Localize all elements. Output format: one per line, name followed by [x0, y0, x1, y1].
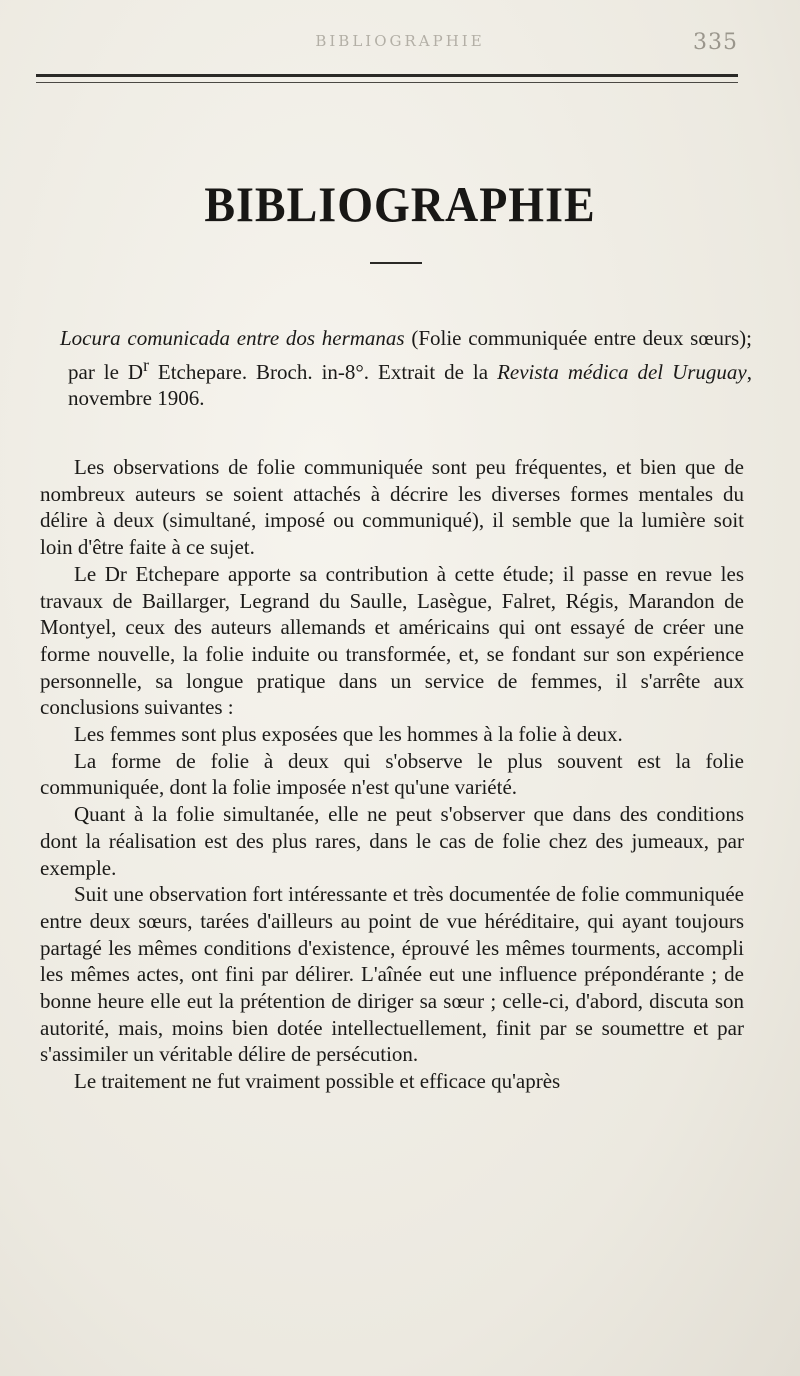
paragraph: Suit une observation fort intéressante et très documentée de folie communiquée entre deux sœurs, tarées d'ailleurs au point de vue héréditaire, qui ayant toujours partagé les mêmes conditions d'existence, éprouvé les mêmes tourments, accompli les mêmes actes, ont fini par délirer. L'aînée eut une influence prépondérante ; de bonne heure elle eut la prétention de diriger sa sœur ; celle-ci, d'abord, discuta son autorité, mais, moins bien dotée intellectuellement, finit par se soumettre et par s'assimiler un véritable délire de persécution. — [40, 882, 744, 1067]
review-body — [40, 454, 744, 1095]
reference-date: , novembre 1906. — [68, 359, 752, 411]
paragraph: Les femmes sont plus exposées que les hommes à la folie à deux. — [74, 722, 623, 747]
paragraph: Le Dr Etchepare apporte sa contribution à cette étude; il passe en revue les travaux de Baillarger, Legrand du Saulle, Lasègue, Falret, Régis, Marandon de Montyel, ceux des auteurs allemands et américains qui ont essayé de créer une forme nouvelle, la folie induite ou transformée, et, se fondant sur son expérience personnelle, sa longue pratique dans un service de femmes, il s'arrête aux conclusions suivantes : — [40, 561, 744, 720]
page-number: 335 — [693, 30, 738, 55]
title-rule — [370, 262, 422, 264]
reference-dr-superscript: r — [143, 354, 149, 375]
header-rule-thin — [36, 82, 738, 83]
bibliographic-reference — [40, 325, 752, 412]
reference-journal: Revista médica del Uruguay — [497, 359, 747, 384]
paragraph: Le traitement ne fut vraiment possible et efficace qu'après — [74, 1069, 561, 1094]
paragraph: La forme de folie à deux qui s'observe le plus souvent est la folie communiquée, dont la folie imposée n'est qu'une variété. — [40, 748, 744, 800]
reference-translation: (Folie communiquée entre deux sœurs); par le D — [68, 326, 753, 384]
paragraph: Les observations de folie communiquée sont peu fréquentes, et bien que de nombreux auteurs se soient attachés à décrire les diverses formes mentales du délire à deux (simultané, imposé ou communiqué), il semble que la lumière soit loin d'être faite à ce sujet. — [40, 455, 744, 560]
paragraph: Quant à la folie simultanée, elle ne peut s'observer que dans des conditions dont la réalisation est des plus rares, dans le cas de folie chez des jumeaux, par exemple. — [40, 802, 744, 880]
running-head: BIBLIOGRAPHIE — [315, 32, 485, 50]
reference-title: Locura comunicada entre dos hermanas — [60, 326, 405, 350]
section-title: BIBLIOGRAPHIE — [204, 176, 596, 233]
header-rule — [36, 74, 738, 77]
reference-author: Etchepare. Broch. in-8°. Extrait de la — [148, 359, 498, 384]
